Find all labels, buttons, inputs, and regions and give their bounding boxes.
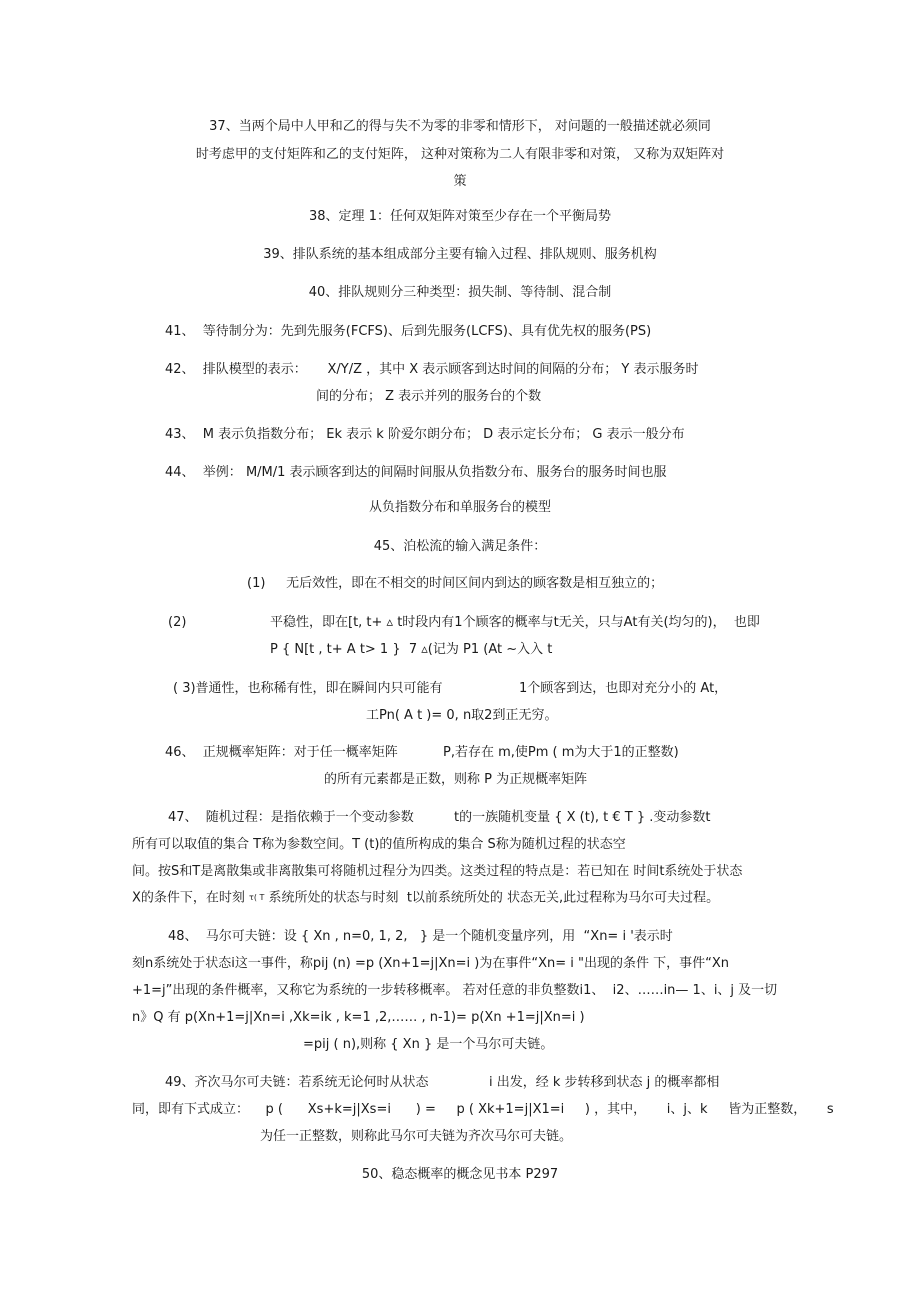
text-line-39: 39、排队系统的基本组成部分主要有输入过程、排队规则、服务机构 <box>263 247 657 262</box>
text-line-44b: 从负指数分布和单服务台的模型 <box>368 500 551 515</box>
text-line-47c: 间。按S和T是离散集或非离散集可将随机过程分为四类。这类过程的特点是：若已知在 时间t系统处于状态 <box>132 864 743 879</box>
text-line-48d: n》Q 有 p(Xn+1=j|Xn=i ,Xk=ik , k=1 ,2,…… , n-1)= p(Xn +1=j|Xn=i ) <box>132 1010 585 1025</box>
text-line-38: 38、定理 1：任何双矩阵对策至少存在一个平衡局势 <box>309 209 611 224</box>
text-line-45-2a: 平稳性，即在[t, t+ ▵ t时段内有1个顾客的概率与t无关，只与At有关(均匀的)， 也即 <box>270 615 760 630</box>
text-line-42a: 42、 排队模型的表示： X/Y/Z ，其中 X 表示顾客到达时间的间隔的分布； Y 表示服务时 <box>165 362 699 377</box>
text-line-45-3b: 工Pn( A t )= 0, n取2到正无穷。 <box>366 708 558 723</box>
text-line-45-2b: P { N[t , t+ A t> 1 } 7 ▵(记为 P1 (At ~入入 t <box>270 642 553 657</box>
text-line-49b: 同，即有下式成立： p ( Xs+k=j|Xs=i ) = p ( Xk+1=j|X1=i ) ，其中， i、j、k 皆为正整数， s <box>132 1102 834 1117</box>
text-line-45: 45、泊松流的输入满足条件： <box>373 539 547 554</box>
text-line-41: 41、 等待制分为：先到先服务(FCFS)、后到先服务(LCFS)、具有优先权的服务(PS) <box>165 324 652 339</box>
text-line-47a-left: 47、 随机过程：是指依赖于一个变动参数 <box>168 810 414 825</box>
text-line-49a-right: i 出发，经 k 步转移到状态 j 的概率都相 <box>489 1075 720 1090</box>
text-line-45-3a-right: 1个顾客到达，也即对充分小的 At， <box>519 681 728 696</box>
text-line-37b: 时考虑甲的支付矩阵和乙的支付矩阵， 这种对策称为二人有限非零和对策， 又称为双矩阵对 <box>195 147 725 162</box>
text-line-48a: 48、 马尔可夫链：设 { Xn , n=0, 1, 2, } 是一个随机变量序列，用 “Xn= i '表示时 <box>168 929 673 944</box>
text-line-48c: +1=j”出现的条件概率，又称它为系统的一步转移概率。 若对任意的非负整数i1、 i2、……in— 1、i、j 及一切 <box>132 983 778 998</box>
text-segment: 系统所处的状态与时刻 t以前系统所处的 状态无关,此过程称为马尔可夫过程。 <box>264 890 720 906</box>
symbol-segment: τ( T <box>249 893 265 902</box>
text-line-46a-left: 46、 正规概率矩阵：对于任一概率矩阵 <box>165 745 398 760</box>
text-line-48b: 刻n系统处于状态i这一事件，称pij (n) =p (Xn+1=j|Xn=i )为在事件“Xn= i "出现的条件 下，事件“Xn <box>132 956 730 971</box>
text-line-37c: 策 <box>453 174 467 189</box>
text-line-45-2-label: (2) <box>168 615 187 630</box>
text-line-37a: 37、当两个局中人甲和乙的得与失不为零的非零和情形下， 对问题的一般描述就必须同 <box>209 119 711 134</box>
text-line-49a-left: 49、齐次马尔可夫链：若系统无论何时从状态 <box>165 1075 429 1090</box>
text-line-40: 40、排队规则分三种类型：损失制、等待制、混合制 <box>308 285 612 300</box>
text-line-47d <box>132 890 719 907</box>
text-line-45-3a-left: ( 3)普通性，也称稀有性，即在瞬间内只可能有 <box>173 681 443 696</box>
text-line-46b: 的所有元素都是正数，则称 P 为正规概率矩阵 <box>324 772 588 787</box>
text-line-48e: =pij ( n),则称 { Xn } 是一个马尔可夫链。 <box>303 1037 554 1052</box>
text-line-44a: 44、 举例： M/M/1 表示顾客到达的间隔时间服从负指数分布、服务台的服务时间也服 <box>165 465 667 480</box>
text-line-45-1: (1) 无后效性，即在不相交的时间区间内到达的顾客数是相互独立的； <box>247 576 664 591</box>
text-line-50: 50、稳态概率的概念见书本 P297 <box>361 1167 559 1182</box>
text-segment: X的条件下，在时刻 <box>132 890 250 906</box>
text-line-43: 43、 M 表示负指数分布； Ek 表示 k 阶爱尔朗分布； D 表示定长分布； G 表示一般分布 <box>165 427 685 442</box>
text-line-47b: 所有可以取值的集合 T称为参数空间。T (t)的值所构成的集合 S称为随机过程的状态空 <box>132 837 626 852</box>
text-line-47a-right: t的一族随机变量 { X (t), t € T } .变动参数t <box>454 810 711 825</box>
text-line-49c: 为任一正整数，则称此马尔可夫链为齐次马尔可夫链。 <box>260 1129 573 1144</box>
text-line-42b: 间的分布； Z 表示并列的服务台的个数 <box>316 389 542 404</box>
text-line-46a-right: P,若存在 m,使Pm ( m为大于1的正整数) <box>443 745 679 760</box>
